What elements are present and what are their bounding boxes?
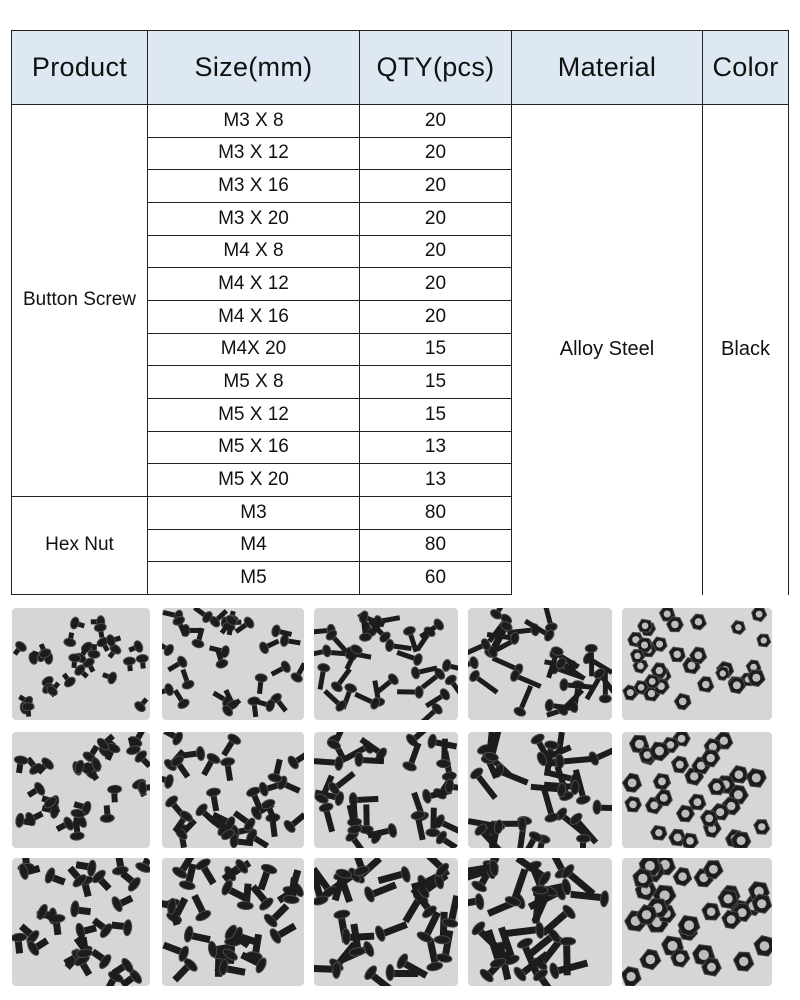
screw-pile-icon xyxy=(12,608,150,720)
button-screw-icon xyxy=(247,696,261,717)
hex-nut-icon xyxy=(655,789,672,805)
tray-button-screw-short-m4 xyxy=(12,732,150,848)
button-screw-icon xyxy=(314,755,343,771)
header-color: Color xyxy=(703,31,789,105)
button-screw-icon xyxy=(12,933,29,955)
hex-nut-icon xyxy=(674,693,691,709)
button-screw-icon xyxy=(395,952,431,982)
button-screw-icon xyxy=(13,755,29,774)
color-cell: Black xyxy=(703,105,789,595)
hex-nut-icon xyxy=(757,634,771,647)
hex-nut-icon xyxy=(702,903,721,920)
hex-nut-icon xyxy=(622,773,641,792)
button-screw-icon xyxy=(220,757,237,782)
button-screw-icon xyxy=(186,892,212,922)
button-screw-icon xyxy=(254,673,268,694)
button-screw-icon xyxy=(162,637,175,658)
spec-table xyxy=(11,30,789,595)
tray-button-screw-medium-m3 xyxy=(162,608,304,720)
header-row xyxy=(12,31,789,105)
screw-pile-icon xyxy=(162,732,304,848)
button-screw-icon xyxy=(127,639,144,655)
button-screw-icon xyxy=(194,858,221,887)
hex-nut-pile-icon xyxy=(622,732,772,848)
button-screw-icon xyxy=(486,892,527,922)
header-product: Product xyxy=(12,31,148,105)
header-qty: QTY(pcs) xyxy=(360,31,512,105)
screw-pile-icon xyxy=(468,858,612,986)
button-screw-icon xyxy=(123,657,136,672)
screw-pile-icon xyxy=(12,858,150,986)
button-screw-icon xyxy=(12,640,28,658)
button-screw-icon xyxy=(555,686,586,717)
size-cell: M5 xyxy=(148,562,360,595)
hex-nut-icon xyxy=(698,677,714,693)
button-screw-icon xyxy=(177,668,195,691)
button-screw-icon xyxy=(99,805,114,823)
size-cell: M5 X 12 xyxy=(148,398,360,431)
header-size: Size(mm) xyxy=(148,31,360,105)
hex-nut-icon xyxy=(754,820,770,835)
button-screw-icon xyxy=(63,631,77,647)
size-cell: M3 X 16 xyxy=(148,170,360,203)
button-screw-icon xyxy=(110,890,135,913)
qty-cell: 20 xyxy=(360,268,512,301)
hex-nut-icon xyxy=(638,619,653,632)
hex-nut-icon xyxy=(649,742,669,761)
size-cell: M4 X 8 xyxy=(148,235,360,268)
button-screw-icon xyxy=(59,670,77,688)
button-screw-icon xyxy=(555,752,591,769)
button-screw-icon xyxy=(513,684,537,718)
button-screw-icon xyxy=(22,702,35,717)
button-screw-icon xyxy=(107,785,122,803)
button-screw-icon xyxy=(111,918,133,936)
qty-cell: 80 xyxy=(360,529,512,562)
button-screw-icon xyxy=(504,866,531,907)
button-screw-icon xyxy=(162,683,175,700)
button-screw-icon xyxy=(54,816,76,836)
button-screw-icon xyxy=(70,900,92,918)
button-screw-icon xyxy=(181,746,206,763)
screw-pile-icon xyxy=(162,608,304,720)
button-screw-icon xyxy=(593,800,612,815)
size-cell: M4X 20 xyxy=(148,333,360,366)
table-row xyxy=(12,105,789,138)
size-cell: M3 X 8 xyxy=(148,105,360,138)
screw-pile-icon xyxy=(468,608,612,720)
button-screw-icon xyxy=(43,867,67,889)
button-screw-icon xyxy=(290,661,304,684)
hex-nut-pile-icon xyxy=(622,608,772,720)
tray-hex-nut-m5 xyxy=(622,858,772,986)
tray-hex-nut-m4 xyxy=(622,732,772,848)
button-screw-icon xyxy=(94,623,108,639)
button-screw-icon xyxy=(468,893,485,915)
button-screw-icon xyxy=(468,669,501,698)
screw-pile-icon xyxy=(468,732,612,848)
button-screw-icon xyxy=(314,644,332,661)
screw-pile-icon xyxy=(314,858,458,986)
size-cell: M4 X 12 xyxy=(148,268,360,301)
qty-cell: 80 xyxy=(360,496,512,529)
qty-cell: 20 xyxy=(360,235,512,268)
size-cell: M3 X 12 xyxy=(148,137,360,170)
qty-cell: 15 xyxy=(360,398,512,431)
size-cell: M5 X 8 xyxy=(148,366,360,399)
button-screw-icon xyxy=(101,669,118,685)
qty-cell: 13 xyxy=(360,464,512,497)
hex-nut-icon xyxy=(669,647,685,662)
button-screw-icon xyxy=(105,632,122,647)
button-screw-icon xyxy=(314,663,330,691)
qty-cell: 20 xyxy=(360,137,512,170)
tray-button-screw-medium-m4 xyxy=(162,732,304,848)
button-screw-icon xyxy=(282,809,304,835)
tray-button-screw-long-m4 xyxy=(314,732,458,848)
hex-nut-icon xyxy=(734,952,754,971)
size-cell: M3 X 20 xyxy=(148,202,360,235)
button-screw-icon xyxy=(258,636,281,655)
hex-nut-pile-icon xyxy=(622,858,772,986)
product-photo-grid xyxy=(12,608,788,992)
button-screw-icon xyxy=(134,858,150,874)
button-screw-icon xyxy=(269,660,292,680)
hex-nut-icon xyxy=(731,621,745,635)
button-screw-icon xyxy=(441,894,458,929)
screw-pile-icon xyxy=(314,732,458,848)
qty-cell: 13 xyxy=(360,431,512,464)
tray-button-screw-medium-m5 xyxy=(162,858,304,986)
hex-nut-icon xyxy=(689,794,706,810)
tray-button-screw-short-m5 xyxy=(12,858,150,986)
tray-button-screw-long-m5 xyxy=(314,858,458,986)
button-screw-icon xyxy=(162,732,185,747)
button-screw-icon xyxy=(162,770,175,789)
button-screw-icon xyxy=(576,835,590,848)
spec-body xyxy=(12,105,789,595)
hex-nut-icon xyxy=(746,769,766,788)
tray-button-screw-longest-m3 xyxy=(468,608,612,720)
hex-nut-icon xyxy=(701,750,720,767)
screw-pile-icon xyxy=(314,608,458,720)
qty-cell: 60 xyxy=(360,562,512,595)
screw-pile-icon xyxy=(12,732,150,848)
hex-nut-icon xyxy=(653,774,670,790)
qty-cell: 15 xyxy=(360,366,512,399)
button-screw-icon xyxy=(183,925,212,946)
button-screw-icon xyxy=(136,654,149,669)
tray-button-screw-longest-m4 xyxy=(468,732,612,848)
button-screw-icon xyxy=(170,956,200,986)
hex-nut-icon xyxy=(673,868,692,886)
button-screw-icon xyxy=(314,961,341,978)
tray-button-screw-short-m3 xyxy=(12,608,150,720)
hex-nut-icon xyxy=(651,826,667,841)
button-screw-icon xyxy=(417,617,445,641)
hex-nut-icon xyxy=(640,949,661,969)
qty-cell: 20 xyxy=(360,202,512,235)
qty-cell: 20 xyxy=(360,170,512,203)
hex-nut-icon xyxy=(722,910,741,928)
tray-button-screw-long-m3 xyxy=(314,608,458,720)
product-cell: Hex Nut xyxy=(12,496,148,594)
button-screw-icon xyxy=(286,746,304,770)
button-screw-icon xyxy=(509,668,543,692)
qty-cell: 20 xyxy=(360,300,512,333)
hex-nut-icon xyxy=(754,936,772,957)
tray-button-screw-longest-m5 xyxy=(468,858,612,986)
hex-nut-icon xyxy=(622,967,641,986)
material-cell: Alloy Steel xyxy=(512,105,703,595)
qty-cell: 15 xyxy=(360,333,512,366)
button-screw-icon xyxy=(326,732,351,751)
hex-nut-icon xyxy=(704,861,724,879)
size-cell: M5 X 16 xyxy=(148,431,360,464)
size-cell: M3 xyxy=(148,496,360,529)
qty-cell: 20 xyxy=(360,105,512,138)
hex-nut-icon xyxy=(752,608,767,622)
size-cell: M5 X 20 xyxy=(148,464,360,497)
button-screw-icon xyxy=(206,787,224,812)
hex-nut-icon xyxy=(671,756,688,773)
button-screw-icon xyxy=(69,616,86,632)
hex-nut-icon xyxy=(633,868,653,888)
tray-hex-nut-m3 xyxy=(622,608,772,720)
size-cell: M4 xyxy=(148,529,360,562)
header-material: Material xyxy=(512,31,703,105)
hex-nut-icon xyxy=(625,797,642,812)
button-screw-icon xyxy=(318,802,339,834)
screw-pile-icon xyxy=(162,858,304,986)
hex-nut-icon xyxy=(690,614,706,630)
button-screw-icon xyxy=(218,732,242,759)
size-cell: M4 X 16 xyxy=(148,300,360,333)
button-screw-icon xyxy=(397,686,423,698)
button-screw-icon xyxy=(587,740,612,767)
button-screw-icon xyxy=(133,695,150,713)
hex-nut-icon xyxy=(690,647,707,664)
product-cell: Button Screw xyxy=(12,105,148,497)
